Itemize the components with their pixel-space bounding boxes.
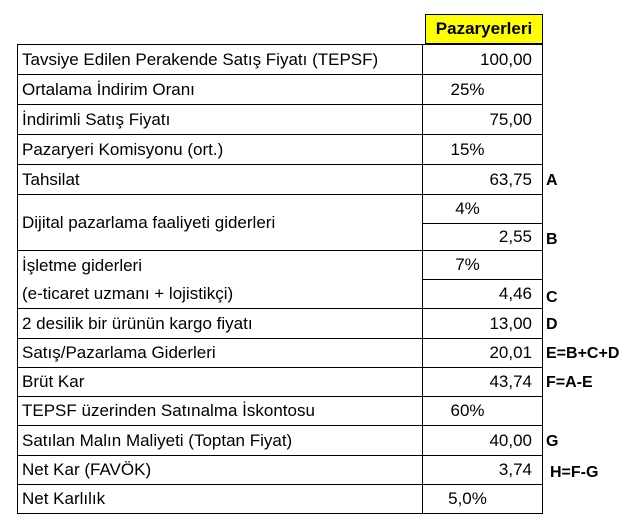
note-b: B [546, 231, 558, 248]
table-row [18, 397, 543, 426]
row-value: 40,00 [423, 426, 543, 456]
row-label-line2: (e-ticaret uzmanı + lojistikçi) [22, 283, 234, 303]
table-row [18, 195, 543, 224]
note-h: H=F-G [550, 464, 599, 481]
row-value: 20,01 [423, 339, 543, 368]
row-value: 60% [423, 397, 543, 426]
table-row [18, 75, 543, 105]
row-label-line1: İşletme giderleri [22, 255, 142, 275]
note-e: E=B+C+D [546, 345, 620, 362]
table-row [18, 485, 543, 514]
note-c: C [546, 289, 558, 306]
table-row [18, 309, 543, 339]
table-row [18, 165, 543, 195]
row-value: 2,55 [423, 224, 543, 251]
row-label: TEPSF üzerinden Satınalma İskontosu [18, 397, 423, 426]
row-label: Dijital pazarlama faaliyeti giderleri [18, 195, 423, 251]
column-header-pazaryerleri: Pazaryerleri [425, 14, 543, 44]
table-row [18, 135, 543, 165]
row-label: Tavsiye Edilen Perakende Satış Fiyatı (TEPSF) [18, 45, 423, 75]
row-label-multiline [18, 251, 423, 309]
row-label: Net Kar (FAVÖK) [18, 456, 423, 485]
row-value: 75,00 [423, 105, 543, 135]
note-f: F=A-E [546, 374, 593, 391]
row-value: 63,75 [423, 165, 543, 195]
table-row [18, 45, 543, 75]
table-row [18, 426, 543, 456]
row-value: 4,46 [423, 280, 543, 309]
row-label: Satılan Malın Maliyeti (Toptan Fiyat) [18, 426, 423, 456]
row-value: 5,0% [423, 485, 543, 514]
row-label: Tahsilat [18, 165, 423, 195]
note-a: A [546, 172, 558, 189]
table-row [18, 105, 543, 135]
table-row [18, 339, 543, 368]
note-g: G [546, 433, 559, 450]
row-label: Net Karlılık [18, 485, 423, 514]
row-percent: 7% [423, 251, 543, 280]
table-row [18, 251, 543, 280]
table-row [18, 456, 543, 485]
table-row [18, 368, 543, 397]
row-percent: 4% [423, 195, 543, 224]
row-value: 15% [423, 135, 543, 165]
row-label: 2 desilik bir ürünün kargo fiyatı [18, 309, 423, 339]
row-label: Pazaryeri Komisyonu (ort.) [18, 135, 423, 165]
row-value: 3,74 [423, 456, 543, 485]
cost-table [17, 44, 543, 514]
row-label: Satış/Pazarlama Giderleri [18, 339, 423, 368]
row-value: 13,00 [423, 309, 543, 339]
row-label: Brüt Kar [18, 368, 423, 397]
row-value: 43,74 [423, 368, 543, 397]
row-value: 25% [423, 75, 543, 105]
row-label: Ortalama İndirim Oranı [18, 75, 423, 105]
row-label: İndirimli Satış Fiyatı [18, 105, 423, 135]
note-d: D [546, 316, 558, 333]
row-value: 100,00 [423, 45, 543, 75]
